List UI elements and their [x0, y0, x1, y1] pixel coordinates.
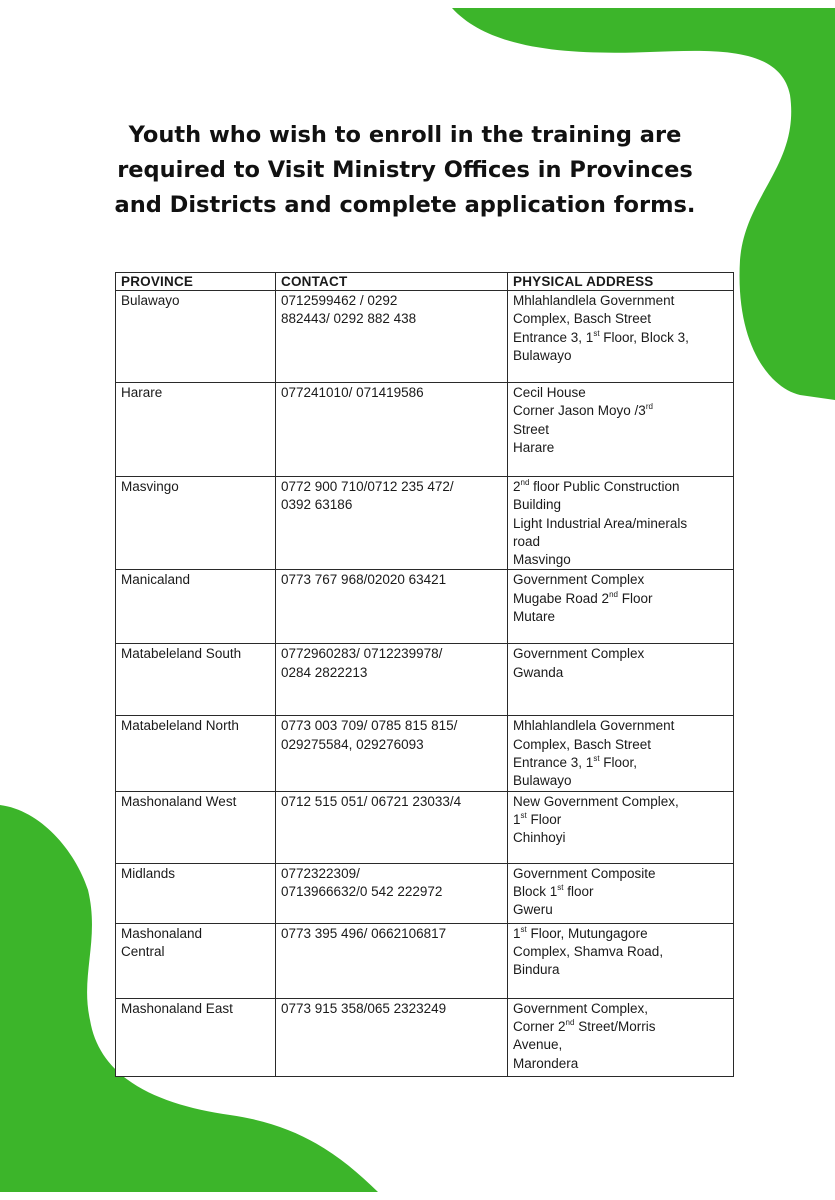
address-cell-line: 1st Floor: [513, 810, 562, 827]
table-row: [116, 716, 734, 791]
province-cell-line: Matabeleland South: [121, 646, 242, 662]
address-cell: [508, 791, 734, 863]
address-cell-line: Corner Jason Moyo /3rd: [513, 402, 653, 419]
table-header-row: [116, 273, 734, 291]
header-province: PROVINCE: [116, 273, 276, 291]
address-cell-line: Block 1st floor: [513, 882, 594, 899]
province-cell: [116, 791, 276, 863]
address-cell-line: Chinhoyi: [513, 830, 566, 846]
address-cell-line: Street: [513, 421, 550, 437]
contact-cell-line: 0392 63186: [281, 497, 353, 513]
address-cell-line: Avenue,: [513, 1037, 563, 1053]
contact-cell-line: 882443/ 0292 882 438: [281, 311, 417, 327]
province-cell: [116, 863, 276, 923]
province-cell-line: Bulawayo: [121, 293, 180, 308]
province-cell-line: Mashonaland: [121, 925, 203, 941]
address-cell-line: Bulawayo: [513, 347, 572, 363]
contact-cell-line: 0773 395 496/ 0662106817: [281, 925, 447, 941]
address-cell-line: Corner 2nd Street/Morris: [513, 1017, 656, 1034]
province-cell-line: Harare: [121, 385, 163, 400]
province-cell: [116, 644, 276, 716]
table-row: [116, 477, 734, 570]
address-cell: [508, 291, 734, 383]
province-cell: [116, 477, 276, 570]
table-row: [116, 383, 734, 477]
address-cell-line: Harare: [513, 439, 555, 455]
contact-cell: [276, 716, 508, 791]
address-cell-line: Cecil House: [513, 385, 586, 400]
contact-cell: [276, 291, 508, 383]
address-cell: [508, 570, 734, 644]
address-cell-line: Complex, Basch Street: [513, 736, 652, 752]
contact-cell: [276, 923, 508, 998]
address-cell-line: Marondera: [513, 1055, 579, 1071]
address-cell: [508, 923, 734, 998]
province-cell: [116, 570, 276, 644]
address-cell-line: Masvingo: [513, 552, 571, 568]
table-row: [116, 998, 734, 1076]
contact-cell: [276, 570, 508, 644]
address-cell-line: Bindura: [513, 962, 560, 978]
province-cell: [116, 383, 276, 477]
province-cell-line: Manicaland: [121, 572, 191, 588]
province-cell: [116, 998, 276, 1076]
contact-cell-line: 0772 900 710/0712 235 472/: [281, 479, 454, 494]
header-contact: CONTACT: [276, 273, 508, 291]
contact-cell-line: 0773 915 358/065 2323249: [281, 1000, 447, 1016]
province-cell-line: Masvingo: [121, 479, 179, 494]
address-cell-line: Complex, Shamva Road,: [513, 943, 664, 959]
contact-cell: [276, 998, 508, 1076]
address-cell: [508, 383, 734, 477]
address-cell-line: Mutare: [513, 609, 556, 625]
contact-cell-line: 029275584, 029276093: [281, 736, 424, 752]
address-cell-line: Government Complex,: [513, 1000, 649, 1016]
contact-cell-line: 077241010/ 071419586: [281, 385, 424, 400]
province-cell: [116, 716, 276, 791]
address-cell-line: Light Industrial Area/minerals: [513, 515, 688, 531]
address-cell-line: Building: [513, 497, 562, 513]
header-physical-address: PHYSICAL ADDRESS: [508, 273, 734, 291]
address-cell: [508, 644, 734, 716]
table-row: [116, 863, 734, 923]
address-cell: [508, 477, 734, 570]
table-row: [116, 291, 734, 383]
address-cell-line: Government Composite: [513, 865, 656, 881]
address-cell-line: Gwanda: [513, 664, 564, 680]
table-row: [116, 570, 734, 644]
address-cell: [508, 716, 734, 791]
address-cell-line: 2nd floor Public Construction: [513, 478, 680, 494]
contact-cell: [276, 477, 508, 570]
table-body: [116, 291, 734, 1077]
province-cell: [116, 923, 276, 998]
address-cell-line: 1st Floor, Mutungagore: [513, 924, 648, 941]
address-cell-line: Government Complex: [513, 646, 645, 662]
contact-cell-line: 0713966632/0 542 222972: [281, 883, 443, 899]
address-cell-line: Gweru: [513, 902, 553, 918]
province-cell-line: Central: [121, 943, 165, 959]
contact-cell: [276, 791, 508, 863]
address-cell-line: Entrance 3, 1st Floor,: [513, 754, 638, 771]
address-cell-line: Complex, Basch Street: [513, 311, 652, 327]
contact-cell-line: 0773 767 968/02020 63421: [281, 572, 447, 588]
address-cell-line: road: [513, 533, 541, 549]
address-cell: [508, 998, 734, 1076]
address-cell: [508, 863, 734, 923]
heading-line-2: required to Visit Ministry Offices in Provinces: [117, 157, 693, 183]
contact-cell-line: 0284 2822213: [281, 664, 368, 680]
address-cell-line: Mugabe Road 2nd Floor: [513, 589, 653, 606]
contact-cell-line: 0772960283/ 0712239978/: [281, 646, 443, 662]
contact-cell-line: 0773 003 709/ 0785 815 815/: [281, 718, 458, 734]
address-cell-line: Entrance 3, 1st Floor, Block 3,: [513, 328, 689, 345]
contact-cell-line: 0712 515 051/ 06721 23033/4: [281, 793, 462, 809]
province-cell-line: Mashonaland East: [121, 1000, 233, 1016]
province-cell: [116, 291, 276, 383]
page-heading: [95, 118, 715, 223]
address-cell-line: Government Complex: [513, 572, 645, 588]
province-cell-line: Matabeleland North: [121, 718, 239, 734]
address-cell-line: Mhlahlandlela Government: [513, 293, 675, 308]
heading-line-1: Youth who wish to enroll in the training are: [128, 122, 682, 148]
contact-cell-line: 0772322309/: [281, 865, 360, 881]
address-cell-line: Bulawayo: [513, 773, 572, 789]
address-cell-line: Mhlahlandlela Government: [513, 718, 675, 734]
table-row: [116, 923, 734, 998]
heading-line-3: and Districts and complete application forms.: [114, 192, 696, 218]
contact-cell-line: 0712599462 / 0292: [281, 293, 398, 308]
contact-cell: [276, 863, 508, 923]
address-cell-line: New Government Complex,: [513, 793, 679, 809]
contact-cell: [276, 383, 508, 477]
province-cell-line: Mashonaland West: [121, 793, 237, 809]
province-cell-line: Midlands: [121, 865, 176, 881]
ministry-offices-table: [115, 272, 734, 1077]
table-row: [116, 791, 734, 863]
table-row: [116, 644, 734, 716]
contact-cell: [276, 644, 508, 716]
